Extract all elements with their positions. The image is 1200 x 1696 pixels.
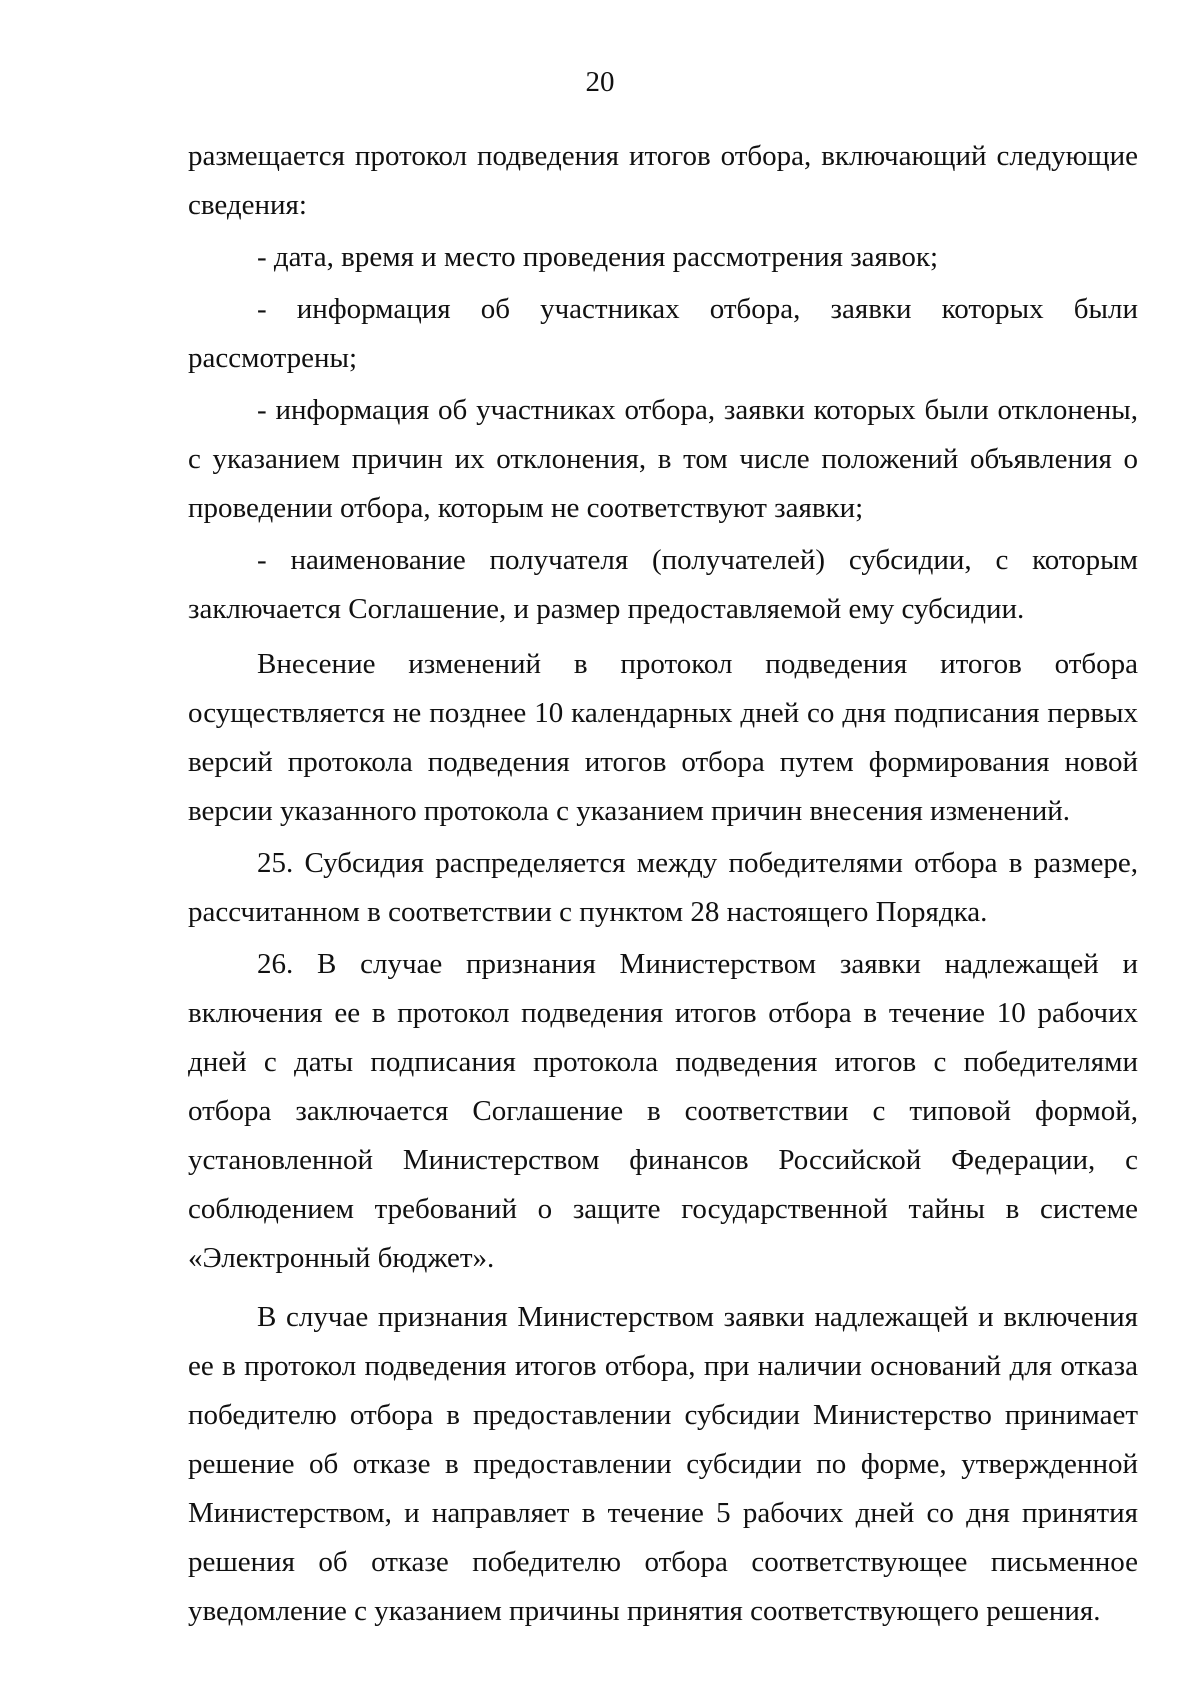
list-item-rejected-participants: - информация об участниках отбора, заявки которых были отклонены, с указанием причин их отклонения, в том числе положений объявления о проведении отбора, которым не соответствуют заявки;: [188, 394, 1138, 524]
list-item-recipient-name: - наименование получателя (получателей) субсидии, с которым заключается Соглашение, и размер предоставляемой ему субсидии.: [188, 544, 1138, 625]
list-item-date-time-place: - дата, время и место проведения рассмотрения заявок;: [257, 241, 939, 273]
document-body: [188, 132, 1138, 1636]
paragraph-refusal: В случае признания Министерством заявки надлежащей и включения ее в протокол подведения итогов отбора, при наличии оснований для отказа победителю отбора в предоставлении субсидии Министерство принимает решение об отказе в предоставлении субсидии по форме, утвержденной Министерством, и направляет в течение 5 рабочих дней со дня принятия решения об отказе победителю отбора соответствующее письменное уведомление с указанием причины принятия соответствующего решения.: [188, 1301, 1138, 1627]
paragraph-clause-26: 26. В случае признания Министерством заявки надлежащей и включения ее в протокол подведения итогов отбора в течение 10 рабочих дней с даты подписания протокола подведения итогов с победителями отбора заключается Соглашение в соответствии с типовой формой, установленной Министерством финансов Российской Федерации, с соблюдением требований о защите государственной тайны в системе «Электронный бюджет».: [188, 948, 1138, 1274]
paragraph-clause-25: 25. Субсидия распределяется между победителями отбора в размере, рассчитанном в соответствии с пунктом 28 настоящего Порядка.: [188, 847, 1138, 928]
paragraph-protocol-intro: размещается протокол подведения итогов отбора, включающий следующие сведения:: [188, 140, 1138, 221]
page-number: 20: [585, 66, 615, 98]
paragraph-protocol-changes: Внесение изменений в протокол подведения итогов отбора осуществляется не позднее 10 календарных дней со дня подписания первых версий протокола подведения итогов отбора путем формирования новой версии указанного протокола с указанием причин внесения изменений.: [188, 648, 1138, 827]
list-item-reviewed-participants: - информация об участниках отбора, заявки которых были рассмотрены;: [188, 293, 1138, 374]
